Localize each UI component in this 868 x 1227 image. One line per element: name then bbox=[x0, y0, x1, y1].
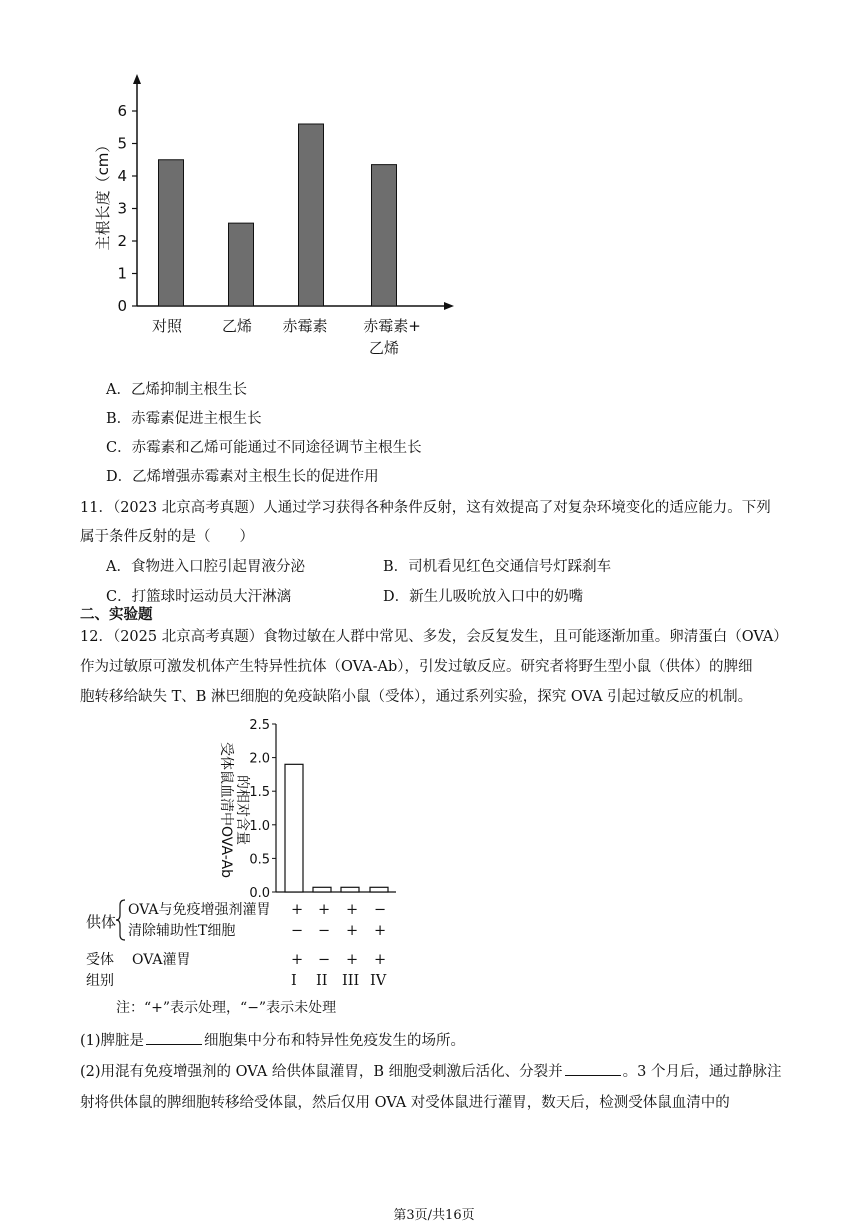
donor-row2-sign: − bbox=[291, 923, 304, 939]
q11-stem-line2: 属于条件反射的是（ ） bbox=[80, 529, 254, 545]
answer-blank[interactable] bbox=[565, 1061, 621, 1076]
section-title: 二、实验题 bbox=[80, 607, 153, 623]
donor-row2-sign: − bbox=[318, 923, 331, 939]
chart1-y-tick-label: 4 bbox=[117, 167, 127, 185]
chart1-cat-4-line2: 乙烯 bbox=[368, 339, 400, 357]
chart1-y-tick-label: 6 bbox=[117, 102, 127, 120]
q11-option-b: B．司机看见红色交通信号灯踩刹车 bbox=[383, 559, 612, 575]
donor-row2-label: 清除辅助性T细胞 bbox=[128, 923, 236, 939]
chart2-y-tick-label: 1.0 bbox=[249, 818, 270, 834]
donor-label: 供体 bbox=[86, 913, 117, 931]
chart1-cat-2: 乙烯 bbox=[221, 317, 253, 335]
q12-sub2-text-b: 。3 个月后，通过静脉注 bbox=[622, 1064, 782, 1080]
q11-option-d: D．新生儿吸吮放入口中的奶嘴 bbox=[383, 589, 584, 605]
q12-sub2-text-a: (2)用混有免疫增强剂的 OVA 给供体鼠灌胃，B 细胞受刺激后活化、分裂并 bbox=[80, 1064, 563, 1080]
q11-option-c: C．打篮球时运动员大汗淋漓 bbox=[106, 589, 292, 605]
q10-option-d: D．乙烯增强赤霉素对主根生长的促进作用 bbox=[106, 469, 379, 485]
chart1-y-tick-label: 2 bbox=[117, 232, 127, 250]
chart1-cat-4: 赤霉素+ bbox=[363, 317, 421, 335]
group-numeral: I bbox=[291, 973, 297, 989]
chart1-y-tick-label: 0 bbox=[117, 297, 127, 315]
chart1-bar bbox=[299, 124, 324, 306]
donor-row1-sign: + bbox=[291, 902, 304, 918]
page-footer: 第3页/共16页 bbox=[393, 1208, 475, 1223]
chart2-bar bbox=[313, 887, 331, 892]
donor-row2-sign: + bbox=[374, 923, 387, 939]
chart1-cat-1: 对照 bbox=[151, 317, 183, 335]
chart1-y-arrow bbox=[133, 74, 141, 84]
recipient-row-sign: + bbox=[291, 952, 304, 968]
chart1-x-arrow bbox=[444, 302, 454, 310]
recipient-row-sign: + bbox=[346, 952, 359, 968]
group-numeral: IV bbox=[370, 973, 387, 989]
q12-stem-line2: 作为过敏原可激发机体产生特异性抗体（OVA-Ab），引发过敏反应。研究者将野生型小鼠（供体）的脾细 bbox=[80, 659, 753, 675]
chart2-y-tick-label: 0.5 bbox=[249, 852, 270, 868]
chart1-y-tick-label: 3 bbox=[117, 199, 127, 218]
chart2-y-tick-label: 0.0 bbox=[249, 886, 270, 901]
ova-ab-chart bbox=[196, 712, 406, 902]
donor-row1-label: OVA与免疫增强剂灌胃 bbox=[128, 902, 271, 918]
q12-sub1 bbox=[80, 1030, 465, 1051]
recipient-row-sign: + bbox=[374, 952, 387, 968]
chart2-bar bbox=[285, 764, 303, 892]
q12-stem-line3: 胞转移给缺失 T、B 淋巴细胞的免疫缺陷小鼠（受体），通过系列实验，探究 OVA 引起过敏反应的机制。 bbox=[80, 689, 753, 705]
donor-row1-sign: − bbox=[374, 902, 387, 918]
group-numeral: III bbox=[342, 973, 360, 989]
q11-stem-line1: 11．（2023 北京高考真题）人通过学习获得各种条件反射，这有效提高了对复杂环境变化的适应能力。下列 bbox=[80, 500, 771, 516]
group-label: 组别 bbox=[86, 973, 114, 989]
recipient-label: 受体 bbox=[86, 952, 114, 968]
recipient-row-label: OVA灌胃 bbox=[132, 952, 191, 968]
q12-sub1-text-b: 细胞集中分布和特异性免疫发生的场所。 bbox=[204, 1033, 466, 1049]
chart2-y-tick-label: 2.5 bbox=[249, 718, 270, 733]
chart2-y-tick-label: 1.5 bbox=[249, 785, 270, 801]
donor-row1-sign: + bbox=[346, 902, 359, 918]
chart1-cat-3: 赤霉素 bbox=[282, 317, 328, 335]
chart1-bar bbox=[229, 223, 254, 306]
chart2-y-label-line1: 受体鼠血清中OVA-Ab bbox=[218, 742, 234, 878]
chart2-bar bbox=[341, 887, 359, 892]
q12-sub2-line1 bbox=[80, 1061, 781, 1082]
donor-row2-sign: + bbox=[346, 923, 359, 939]
chart2-bar bbox=[370, 887, 388, 892]
q10-option-a: A．乙烯抑制主根生长 bbox=[106, 382, 247, 398]
group-numeral: II bbox=[316, 973, 328, 989]
q11-option-a: A．食物进入口腔引起胃液分泌 bbox=[106, 559, 305, 575]
recipient-row-sign: − bbox=[318, 952, 331, 968]
chart1-bar bbox=[159, 160, 184, 306]
answer-blank[interactable] bbox=[146, 1030, 202, 1045]
chart1-y-tick-label: 5 bbox=[117, 134, 127, 153]
q12-sub1-text-a: (1)脾脏是 bbox=[80, 1033, 145, 1049]
chart1-bar bbox=[372, 165, 397, 306]
root-length-chart bbox=[90, 70, 470, 365]
chart1-y-label: 主根长度（cm） bbox=[94, 137, 112, 251]
donor-row1-sign: + bbox=[318, 902, 331, 918]
chart2-y-tick-label: 2.0 bbox=[249, 751, 270, 767]
q10-option-c: C．赤霉素和乙烯可能通过不同途径调节主根生长 bbox=[106, 440, 422, 456]
donor-brace bbox=[116, 899, 126, 941]
q12-stem-line1: 12．（2025 北京高考真题）食物过敏在人群中常见、多发，会反复发生，且可能逐渐加重。卵清蛋白（OVA） bbox=[80, 629, 788, 645]
chart2-note: 注：“+”表示处理，“−”表示未处理 bbox=[116, 1000, 337, 1016]
chart1-y-tick-label: 1 bbox=[117, 264, 127, 283]
q12-sub2-line2: 射将供体鼠的脾细胞转移给受体鼠，然后仅用 OVA 对受体鼠进行灌胃，数天后，检测受体鼠血清中的 bbox=[80, 1095, 730, 1111]
q10-option-b: B．赤霉素促进主根生长 bbox=[106, 411, 262, 427]
chart2-y-label-line2: 的相对含量 bbox=[234, 775, 250, 845]
